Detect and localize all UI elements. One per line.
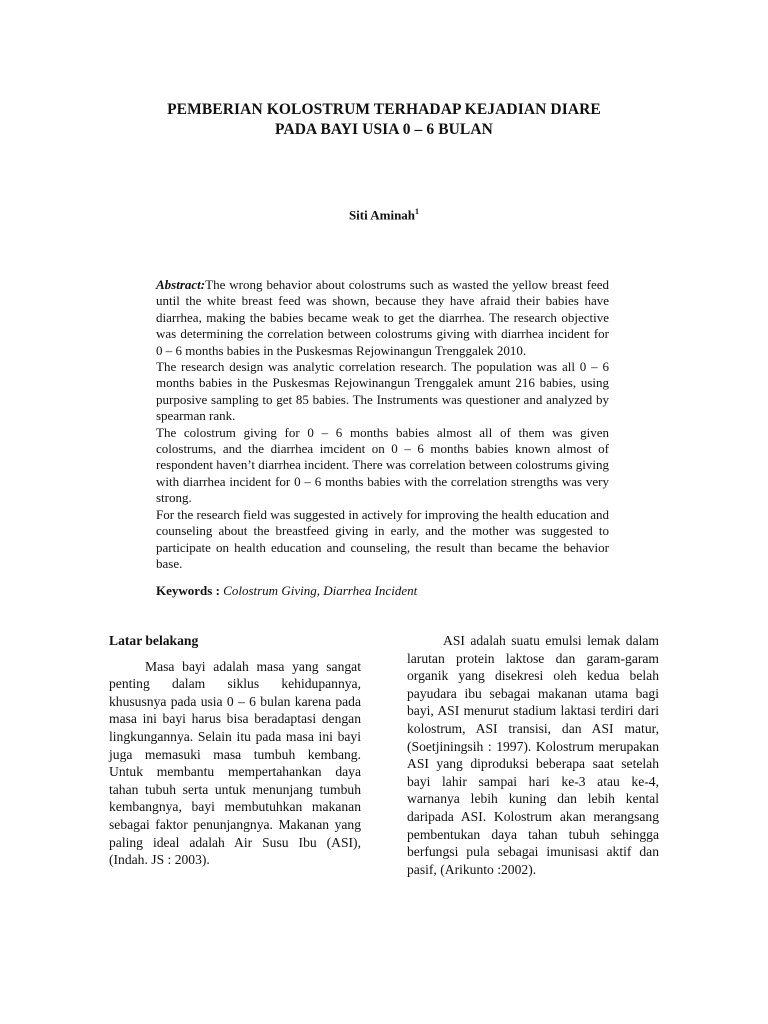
- title-line-2: PADA BAYI USIA 0 – 6 BULAN: [275, 121, 493, 138]
- author-name: Siti Aminah: [348, 207, 416, 223]
- keywords: [156, 583, 609, 599]
- body-column-left: [109, 632, 361, 869]
- keywords-value: Colostrum Giving, Diarrhea Incident: [223, 583, 418, 598]
- abstract-label: Abstract:: [156, 277, 206, 292]
- body-paragraph-left: Masa bayi adalah masa yang sangat penting dalam siklus kehidupannya, khususnya pada usia 0 – 6 bulan karena pada masa ini bayi harus bisa beradaptasi dengan lingkungannya. Selain itu pada masa ini bayi juga memasuki masa tumbuh kembang. Untuk membantu mempertahankan daya tahan tubuh serta untuk menunjang tumbuh kembangnya, bayi membutuhkan makanan sebagai faktor penunjangnya. Makanan yang paling ideal adalah Air Susu Ibu (ASI), (Indah. JS : 2003).: [109, 658, 361, 868]
- abstract-paragraph-4: For the research field was suggested in actively for improving the health education and counseling about the breastfeed giving in early, and the mother was suggested to participate on health education and counseling, the result than became the behavior base.: [156, 506, 609, 571]
- body-paragraph-right: ASI adalah suatu emulsi lemak dalam larutan protein laktose dan garam-garam organik yang disekresi oleh kedua belah payudara ibu sebagai makanan utama bagi bayi, ASI menurut stadium laktasi terdiri dari kolostrum, ASI transisi, dan ASI matur, (Soetjiningsih : 1997). Kolostrum merupakan ASI yang diproduksi beberapa saat setelah bayi lahir sampai hari ke-3 atau ke-4, warnanya lebih kuning dan lebih kental daripada ASI. Kolostrum akan merangsang pembentukan daya tahan tubuh sehingga berfungsi pula sebagai imunisasi aktif dan pasif, (Arikunto :2002).: [407, 633, 659, 877]
- author: [0, 207, 768, 223]
- abstract-paragraph-2: The research design was analytic correlation research. The population was all 0 – 6 months babies in the Puskesmas Rejowinangun Trenggalek amunt 216 babies, using purposive sampling to get 85 babies. The Instruments was questioner and analyzed by spearman rank.: [156, 359, 609, 424]
- author-affiliation-mark: 1: [415, 207, 420, 216]
- body-column-right: [407, 632, 659, 878]
- section-heading: Latar belakang: [109, 633, 199, 648]
- paper-title: [0, 100, 768, 140]
- abstract: [156, 277, 609, 572]
- abstract-text-1: The wrong behavior about colostrums such as wasted the yellow breast feed until the white breast feed was shown, because they have afraid their babies have diarrhea, making the babies became weak to get the diarrhea. The research objective was determining the correlation between colostrums giving with diarrhea incident for 0 – 6 months babies in the Puskesmas Rejowinangun Trenggalek 2010.: [156, 277, 609, 358]
- keywords-label: Keywords :: [156, 583, 220, 598]
- abstract-paragraph-3: The colostrum giving for 0 – 6 months babies almost all of them was given colostrums, and the diarrhea imcident on 0 – 6 months babies known almost of respondent haven’t diarrhea incident. There was correlation between colostrums giving with diarrhea incident for 0 – 6 months babies with the correlation strengths was very strong.: [156, 424, 609, 506]
- title-line-1: PEMBERIAN KOLOSTRUM TERHADAP KEJADIAN DIARE: [167, 101, 601, 118]
- abstract-paragraph-1: [156, 277, 609, 359]
